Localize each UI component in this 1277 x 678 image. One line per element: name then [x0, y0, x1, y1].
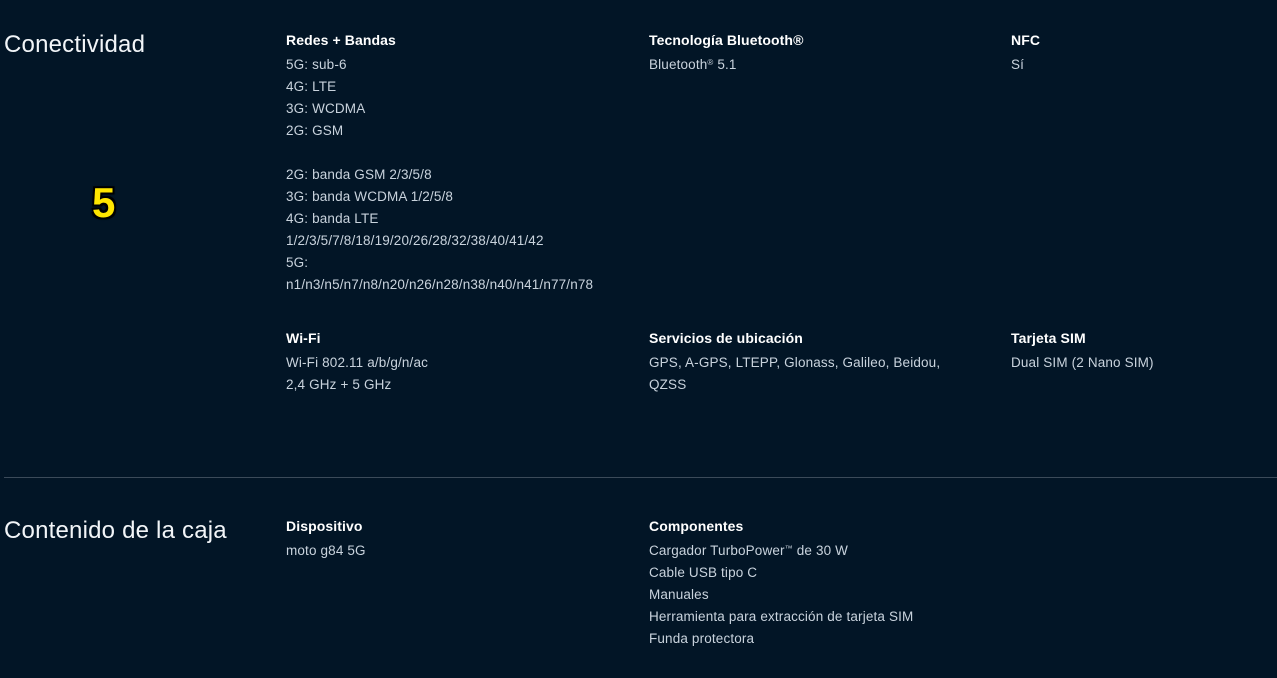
spec-label-ubicacion: Servicios de ubicación: [649, 330, 803, 346]
spec-line: Cable USB tipo C: [649, 565, 758, 580]
spec-line: 5G: sub-6: [286, 57, 347, 72]
charger-name: Cargador TurboPower: [649, 543, 785, 558]
spec-componentes: [649, 517, 989, 650]
spec-line: 2G: GSM: [286, 123, 344, 138]
spec-line: GPS, A-GPS, LTEPP, Glonass, Galileo, Beidou,: [649, 355, 941, 370]
spec-value-nfc: Sí: [1011, 57, 1025, 72]
spec-line: Funda protectora: [649, 631, 755, 646]
spec-line: 3G: WCDMA: [286, 101, 366, 116]
spec-value-bluetooth: [649, 54, 989, 76]
spec-ubicacion: [649, 329, 989, 396]
spec-label-bluetooth: Tecnología Bluetooth®: [649, 32, 804, 48]
spec-label-sim: Tarjeta SIM: [1011, 330, 1086, 346]
spec-line: 1/2/3/5/7/8/18/19/20/26/28/32/38/40/41/42: [286, 233, 544, 248]
spec-sim: [1011, 329, 1271, 374]
spec-line: 3G: banda WCDMA 1/2/5/8: [286, 189, 454, 204]
section-title-conectividad: Conectividad: [4, 31, 146, 58]
spec-line: 2G: banda GSM 2/3/5/8: [286, 167, 432, 182]
spec-label-nfc: NFC: [1011, 32, 1041, 48]
bluetooth-version: 5.1: [713, 57, 737, 72]
spec-wifi: [286, 329, 626, 396]
spec-line: 2,4 GHz + 5 GHz: [286, 377, 392, 392]
trademark-mark: ™: [784, 544, 793, 553]
registered-mark: ®: [707, 58, 714, 67]
spec-nfc: [1011, 31, 1271, 76]
spec-label-wifi: Wi-Fi: [286, 330, 321, 346]
spec-line-charger: [649, 540, 989, 562]
spec-label-redes: Redes + Bandas: [286, 32, 396, 48]
spacer: [286, 142, 626, 164]
section-title-contenido: Contenido de la caja: [4, 517, 227, 544]
bluetooth-name: Bluetooth: [649, 57, 708, 72]
spec-line: 4G: LTE: [286, 79, 337, 94]
spec-label-dispositivo: Dispositivo: [286, 518, 363, 534]
section-divider: [4, 477, 1277, 478]
spec-line: Manuales: [649, 587, 709, 602]
spec-bluetooth: [649, 31, 989, 76]
spec-line: Wi-Fi 802.11 a/b/g/n/ac: [286, 355, 429, 370]
spec-redes-bandas: [286, 31, 626, 296]
spec-line: n1/n3/n5/n7/n8/n20/n26/n28/n38/n40/n41/n77/n78: [286, 277, 594, 292]
spec-line: 4G: banda LTE: [286, 211, 379, 226]
spec-value-sim: Dual SIM (2 Nano SIM): [1011, 355, 1154, 370]
spec-label-componentes: Componentes: [649, 518, 744, 534]
spec-line: Herramienta para extracción de tarjeta SIM: [649, 609, 914, 624]
annotation-marker: 5: [92, 179, 116, 226]
spec-line: 5G:: [286, 255, 309, 270]
spec-line: QZSS: [649, 377, 687, 392]
spec-value-dispositivo: moto g84 5G: [286, 543, 366, 558]
spec-dispositivo: [286, 517, 626, 562]
charger-power: de 30 W: [792, 543, 849, 558]
